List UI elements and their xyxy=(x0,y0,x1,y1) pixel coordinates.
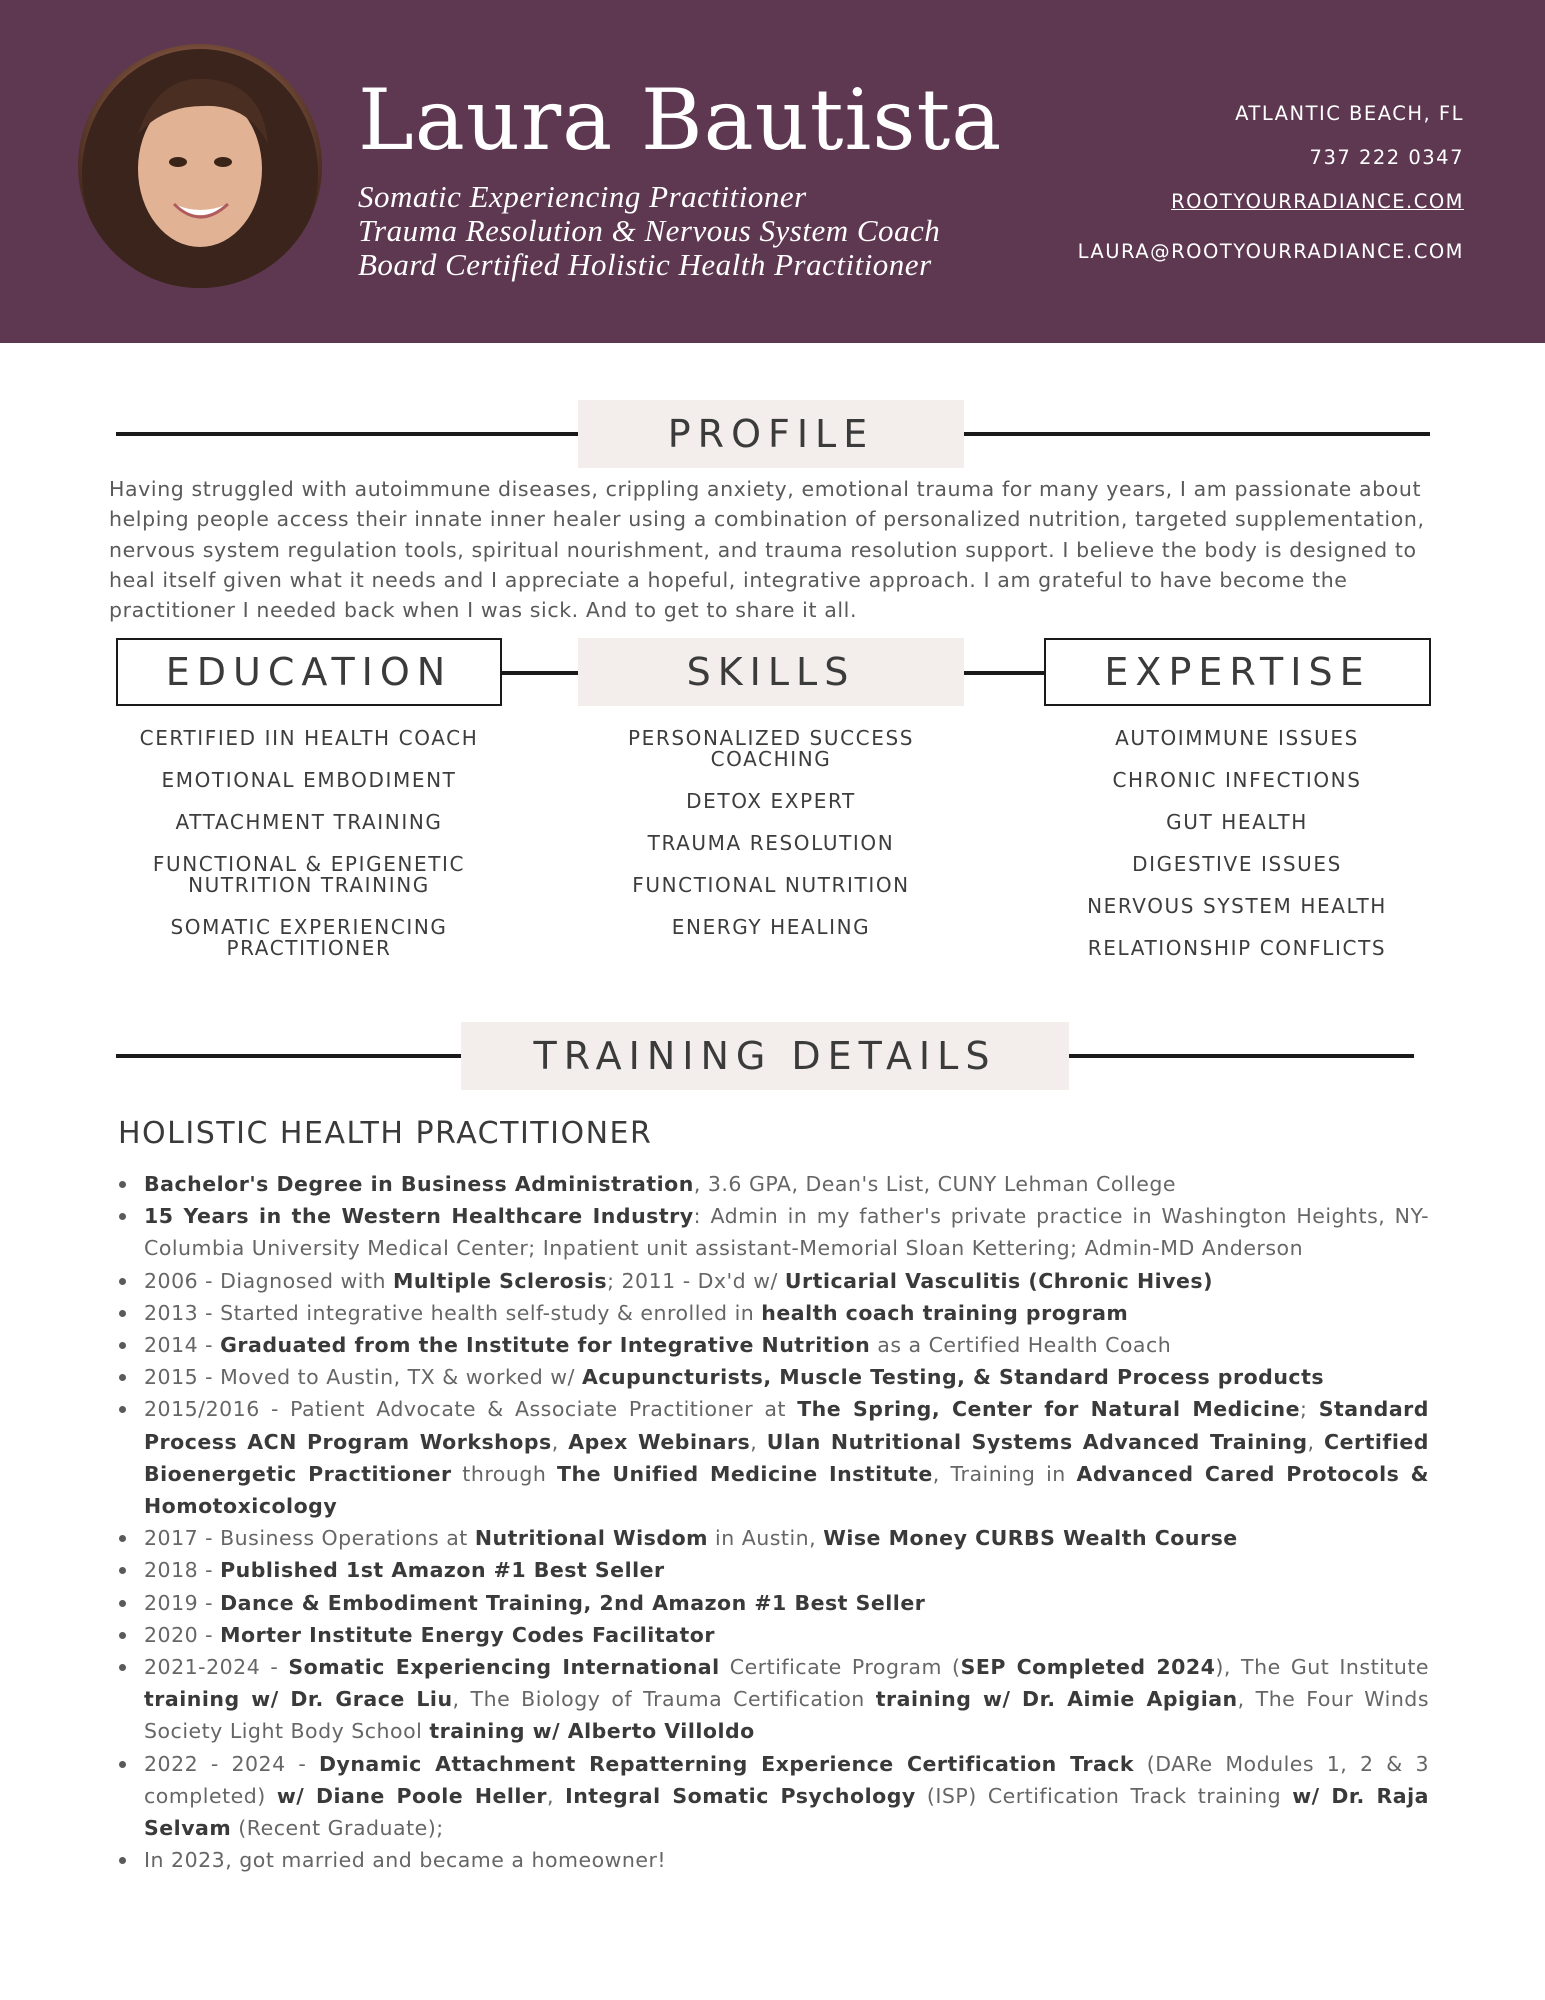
skills-item: DETOX EXPERT xyxy=(686,789,856,813)
training-item-highlight: Acupuncturists, Muscle Testing, & Standard Process products xyxy=(581,1365,1325,1390)
training-item-highlight: The Spring, Center for Natural Medicine xyxy=(797,1397,1301,1422)
expertise-heading: EXPERTISE xyxy=(1044,638,1431,706)
skills-heading: SKILLS xyxy=(578,638,964,706)
training-item xyxy=(117,1393,1429,1522)
training-item-text: , xyxy=(1307,1429,1325,1454)
training-item-highlight: Published 1st Amazon #1 Best Seller xyxy=(220,1558,665,1583)
portrait-illustration xyxy=(78,44,322,288)
training-item-text: In 2023, got married and became a homeowner! xyxy=(144,1848,667,1873)
title-line: Trauma Resolution & Nervous System Coach xyxy=(358,213,941,248)
training-item xyxy=(117,1554,1429,1586)
contact-website-link[interactable]: ROOTYOURRADIANCE.COM xyxy=(1171,190,1464,213)
training-item xyxy=(117,1619,1429,1651)
training-item-text: through xyxy=(451,1461,558,1486)
training-item xyxy=(117,1297,1429,1329)
divider-line xyxy=(962,671,1046,675)
skills-item: ENERGY HEALING xyxy=(671,915,871,939)
skills-item: FUNCTIONAL NUTRITION xyxy=(632,873,910,897)
training-item-text: , xyxy=(546,1783,566,1808)
expertise-item: DIGESTIVE ISSUES xyxy=(1132,852,1342,876)
training-item-highlight: Somatic Experiencing International xyxy=(288,1655,720,1680)
profile-photo xyxy=(78,44,322,288)
training-item-text: (ISP) Certification Track training xyxy=(915,1783,1293,1808)
training-item xyxy=(117,1651,1429,1748)
training-item-text: 2018 - xyxy=(144,1558,221,1583)
training-item xyxy=(117,1522,1429,1554)
training-item-text: : Admin in my father's private practice in Washington Heights, NY-Columbia University Medical Center; Inpatient unit assistant-Memorial Sloan Kettering; Admin-MD Anderson xyxy=(144,1204,1429,1261)
expertise-item: CHRONIC INFECTIONS xyxy=(1112,768,1362,792)
training-item-highlight: Dance & Embodiment Training, 2nd Amazon #1 Best Seller xyxy=(220,1590,926,1615)
skills-list xyxy=(578,728,964,959)
training-item-text: , The Biology of Trauma Certification xyxy=(452,1687,876,1712)
training-item-text: , Training in xyxy=(932,1461,1077,1486)
training-item-highlight: Certified Bioenergetic Practitioner xyxy=(144,1429,1429,1486)
training-item xyxy=(117,1200,1429,1264)
training-item xyxy=(117,1748,1429,1845)
training-item-highlight: The Unified Medicine Institute xyxy=(557,1461,933,1486)
training-heading: TRAINING DETAILS xyxy=(461,1022,1069,1090)
training-item-text: ), The Gut Institute xyxy=(1215,1655,1430,1680)
training-item-highlight: Nutritional Wisdom xyxy=(474,1526,709,1551)
training-item-highlight: training w/ Alberto Villoldo xyxy=(429,1719,755,1744)
profile-heading: PROFILE xyxy=(578,400,964,468)
training-item-text: as a Certified Health Coach xyxy=(870,1333,1172,1358)
profile-text: Having struggled with autoimmune diseases, crippling anxiety, emotional trauma for many years, I am passionate about helping people access their innate inner healer using a combination of personalized nutrition, targeted supplementation, nervous system regulation tools, spiritual nourishment, and trauma resolution support. I believe the body is designed to heal itself given what it needs and I appreciate a hopeful, integrative approach. I am grateful to have become the practitioner I needed back when I was sick. And to get to share it all. xyxy=(109,477,1425,623)
training-item-text: 2015 - Moved to Austin, TX & worked w/ xyxy=(144,1365,582,1390)
training-item-text: ; xyxy=(1300,1397,1319,1422)
training-item xyxy=(117,1844,1429,1876)
training-item-text: 2013 - Started integrative health self-study & enrolled in xyxy=(144,1300,762,1325)
training-item-highlight: SEP Completed 2024 xyxy=(960,1655,1216,1680)
title-line: Somatic Experiencing Practitioner xyxy=(358,179,807,214)
training-item-text: , 3.6 GPA, Dean's List, CUNY Lehman College xyxy=(693,1172,1177,1196)
education-item: SOMATIC EXPERIENCING PRACTITIONER xyxy=(170,915,448,960)
divider-line xyxy=(116,432,580,436)
training-item-highlight: Dynamic Attachment Repatterning Experience Certification Track xyxy=(318,1751,1135,1776)
training-item-text: (Recent Graduate); xyxy=(231,1816,444,1841)
expertise-item: GUT HEALTH xyxy=(1166,810,1308,834)
training-item-highlight: training w/ Dr. Grace Liu xyxy=(144,1687,453,1712)
divider-line xyxy=(964,432,1430,436)
training-item-highlight: Bachelor's Degree in Business Administration xyxy=(144,1172,694,1196)
training-item-text: 2019 - xyxy=(144,1590,221,1615)
training-item-highlight: Urticarial Vasculitis (Chronic Hives) xyxy=(784,1268,1213,1293)
divider-line xyxy=(1068,1054,1414,1058)
training-item xyxy=(117,1361,1429,1393)
training-item-highlight: Advanced Cared Protocols & Homotoxicology xyxy=(144,1461,1430,1519)
training-item-text: ; 2011 - Dx'd w/ xyxy=(607,1268,785,1293)
education-heading: EDUCATION xyxy=(116,638,502,706)
training-item-text: , The Four Winds Society Light Body School xyxy=(144,1687,1430,1744)
training-item-text: (DARe Modules 1, 2 & 3 completed) xyxy=(144,1751,1429,1808)
training-item-highlight: Apex Webinars xyxy=(568,1429,751,1454)
expertise-list xyxy=(1044,728,1430,980)
title-line: Board Certified Holistic Health Practitioner xyxy=(358,247,932,282)
training-subheading: HOLISTIC HEALTH PRACTITIONER xyxy=(118,1116,653,1151)
training-item-highlight: Morter Institute Energy Codes Facilitator xyxy=(220,1622,715,1647)
education-item: CERTIFIED IIN HEALTH COACH xyxy=(139,726,479,750)
expertise-item: RELATIONSHIP CONFLICTS xyxy=(1087,936,1387,960)
divider-line xyxy=(116,1054,464,1058)
header-band xyxy=(0,0,1545,343)
training-item-text: in Austin, xyxy=(708,1526,824,1551)
training-item-text: 2006 - Diagnosed with xyxy=(144,1268,394,1293)
training-item-highlight: w/ Diane Poole Heller xyxy=(276,1783,547,1808)
expertise-item: NERVOUS SYSTEM HEALTH xyxy=(1087,894,1387,918)
training-item-highlight: Multiple Sclerosis xyxy=(393,1268,608,1293)
training-item-highlight: w/ Dr. Raja Selvam xyxy=(144,1783,1430,1841)
expertise-item: AUTOIMMUNE ISSUES xyxy=(1115,726,1359,750)
contact-phone: 737 222 0347 xyxy=(1309,146,1464,169)
professional-titles xyxy=(358,180,940,282)
training-item xyxy=(117,1329,1429,1361)
training-item-text: 2020 - xyxy=(144,1622,221,1647)
training-item-text: 2021-2024 - xyxy=(144,1655,289,1680)
training-item-highlight: Integral Somatic Psychology xyxy=(565,1783,916,1808)
training-item-text: 2022 - 2024 - xyxy=(144,1751,319,1776)
candidate-name: Laura Bautista xyxy=(358,71,1003,169)
training-item xyxy=(117,1587,1429,1619)
education-item: FUNCTIONAL & EPIGENETIC NUTRITION TRAINING xyxy=(152,852,466,897)
training-item-text: 2014 - xyxy=(144,1333,221,1358)
training-item-highlight: health coach training program xyxy=(761,1300,1129,1325)
training-item-text: 2017 - Business Operations at xyxy=(144,1526,475,1551)
education-item: ATTACHMENT TRAINING xyxy=(175,810,443,834)
training-item-text: 2015/2016 - Patient Advocate & Associate Practitioner at xyxy=(144,1397,798,1422)
skills-item: TRAUMA RESOLUTION xyxy=(647,831,895,855)
contact-location: ATLANTIC BEACH, FL xyxy=(1235,102,1464,125)
training-item-text: , xyxy=(750,1429,767,1454)
training-item-highlight: Wise Money CURBS Wealth Course xyxy=(823,1526,1238,1551)
divider-line xyxy=(500,671,580,675)
training-item-highlight: Standard Process ACN Program Workshops xyxy=(144,1397,1429,1454)
education-item: EMOTIONAL EMBODIMENT xyxy=(161,768,457,792)
education-list xyxy=(116,728,502,980)
training-item-text: Certificate Program ( xyxy=(719,1655,961,1680)
training-item-highlight: 15 Years in the Western Healthcare Industry xyxy=(144,1204,694,1229)
training-item-highlight: Graduated from the Institute for Integrative Nutrition xyxy=(220,1333,871,1358)
training-item-highlight: training w/ Dr. Aimie Apigian xyxy=(875,1687,1238,1712)
training-item xyxy=(117,1265,1429,1297)
skills-item: PERSONALIZED SUCCESS COACHING xyxy=(627,726,915,771)
training-item-text: , xyxy=(551,1429,569,1454)
training-item-highlight: Ulan Nutritional Systems Advanced Training xyxy=(766,1429,1308,1454)
training-list xyxy=(117,1168,1429,1876)
contact-email: LAURA@ROOTYOURRADIANCE.COM xyxy=(1077,240,1464,263)
training-item xyxy=(117,1168,1429,1200)
